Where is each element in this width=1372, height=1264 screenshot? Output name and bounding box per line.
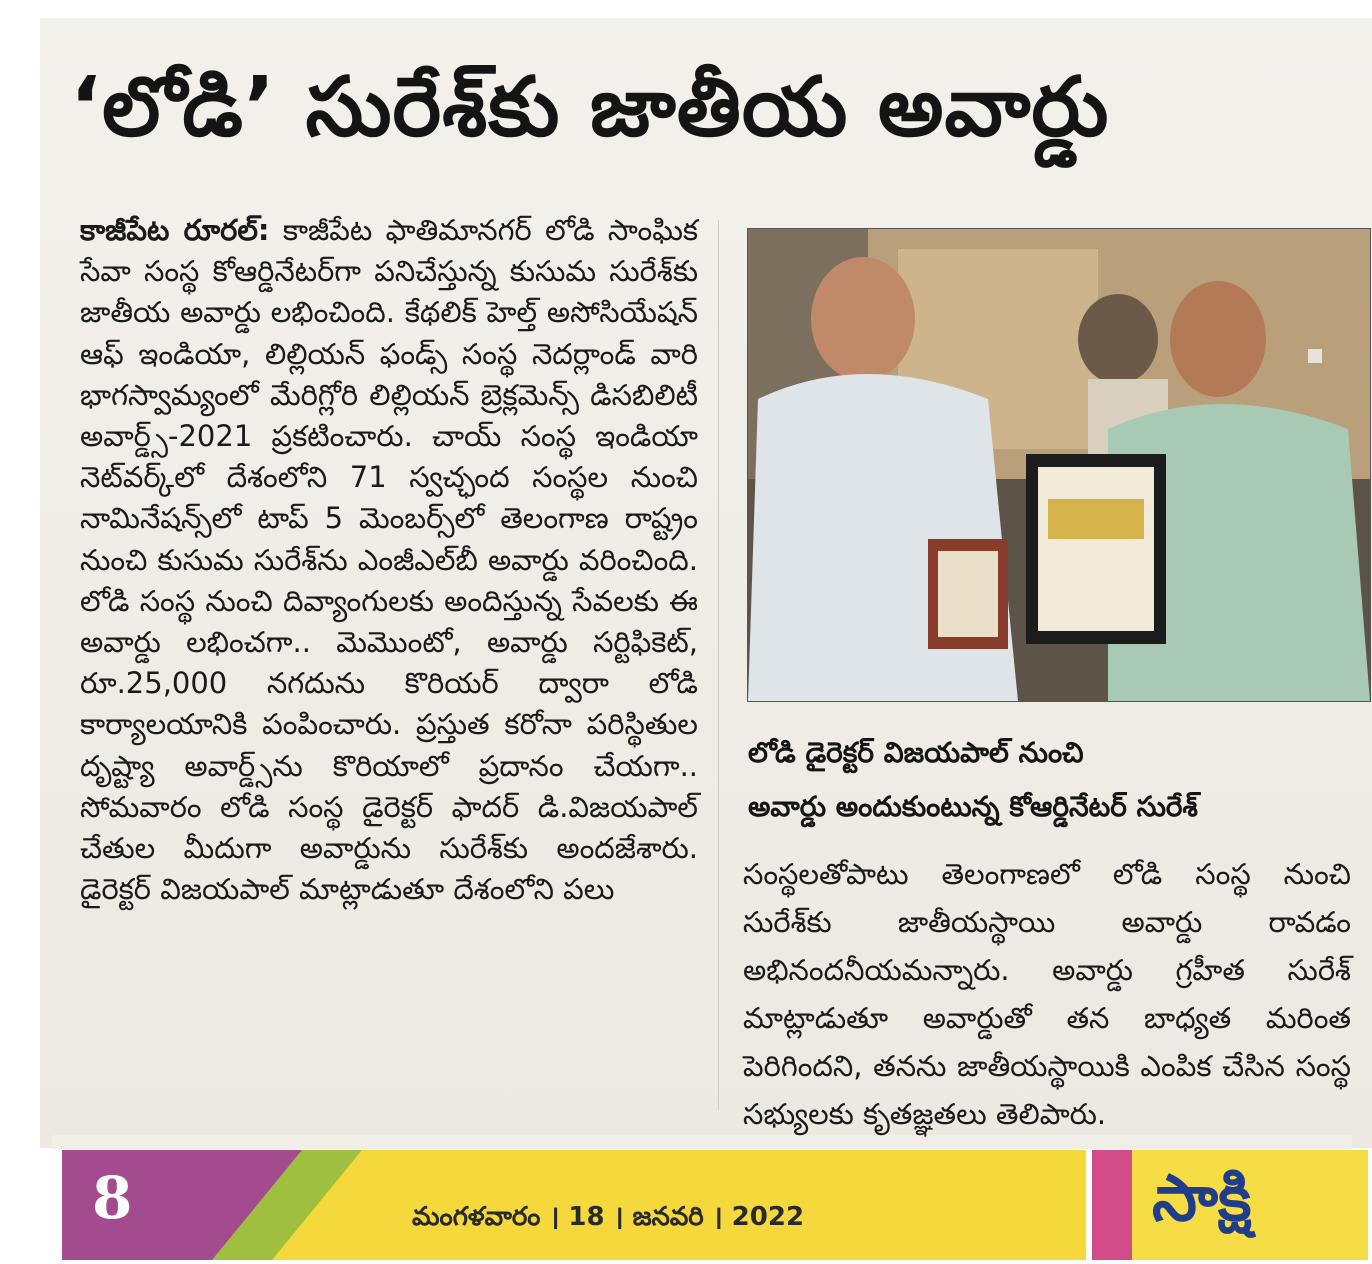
page-footer — [62, 1150, 1368, 1260]
award-photo — [747, 228, 1371, 702]
headline: ‘లోడి’ సురేశ్‌కు జాతీయ అవార్డు — [70, 60, 1110, 155]
footer-dateline: మంగళవారం । 18 । జనవరి । 2022 — [412, 1202, 805, 1232]
article-left-paragraph — [80, 210, 698, 910]
page-number: 8 — [92, 1164, 133, 1232]
article-right-column — [743, 850, 1351, 1138]
photo-caption-line-1: లోడి డైరెక్టర్ విజయపాల్ నుంచి — [748, 736, 1084, 769]
article-right-text: సంస్థలతోపాటు తెలంగాణలో లోడి సంస్థ నుంచి సురేశ్‌కు జాతీయస్థాయి అవార్డు రావడం అభినందనీయమన్నారు. అవార్డు గ్రహీత సురేశ్ మాట్లాడుతూ అవార్డుతో తన బాధ్యత మరింత పెరిగిందని, తనను జాతీయస్థాయికి ఎంపిక చేసిన సంస్థ సభ్యులకు కృతజ్ఞతలు తెలిపారు. — [743, 857, 1351, 1131]
article-dateline: కాజీపేట రూరల్: — [80, 213, 270, 247]
footer-pink-stripe — [1092, 1150, 1132, 1260]
article-left-text: కాజీపేట ఫాతిమానగర్ లోడి సాంఘిక సేవా సంస్థ కోఆర్డినేటర్‌గా పనిచేస్తున్న కుసుమ సురేశ్‌కు జాతీయ అవార్డు లభించింది. కేథలిక్ హెల్త్ అసోసియేషన్ ఆఫ్ ఇండియా, లిల్లియన్ ఫండ్స్ సంస్థ నెదర్లాండ్ వారి భాగస్వామ్యంలో మేరిగ్లోరి లిల్లియన్ బ్రెక్లమెన్స్ డిసబిలిటీ అవార్డ్స్-2021 ప్రకటించారు. చాయ్ సంస్థ ఇండియా నెట్‌వర్క్‌లో దేశంలోని 71 స్వచ్ఛంద సంస్థల నుంచి నామినేషన్స్‌లో టాప్ 5 మెంబర్స్‌లో తెలంగాణ రాష్ట్రం నుంచి కుసుమ సురేశ్‌ను ఎంజీఎల్‌బీ అవార్డు వరించింది. లోడి సంస్థ నుంచి దివ్యాంగులకు అందిస్తున్న సేవలకు ఈ అవార్డు లభించగా.. మెమొంటో, అవార్డు సర్టిఫికెట్, రూ.25,000 నగదును కొరియర్ ద్వారా లోడి కార్యాలయానికి పంపించారు. ప్రస్తుత కరోనా పరిస్థితుల దృష్ట్యా అవార్డ్స్‌ను కొరియాలో ప్రదానం చేయగా.. సోమవారం లోడి సంస్థ డైరెక్టర్ ఫాదర్ డి.విజయపాల్ చేతుల మీదుగా అవార్డును సురేశ్‌కు అందజేశారు. డైరెక్టర్ విజయపాల్ మాట్లాడుతూ దేశంలోని పలు — [80, 213, 699, 907]
sakshi-masthead-logo: సాక్షి — [1152, 1162, 1252, 1236]
photo-caption-line-2: అవార్డు అందుకుంటున్న కోఆర్డినేటర్ సురేశ్ — [748, 790, 1198, 823]
column-divider — [718, 220, 719, 1110]
article-left-column — [80, 210, 698, 910]
photo-caption — [748, 726, 1358, 834]
award-photo-illustration — [748, 229, 1370, 701]
